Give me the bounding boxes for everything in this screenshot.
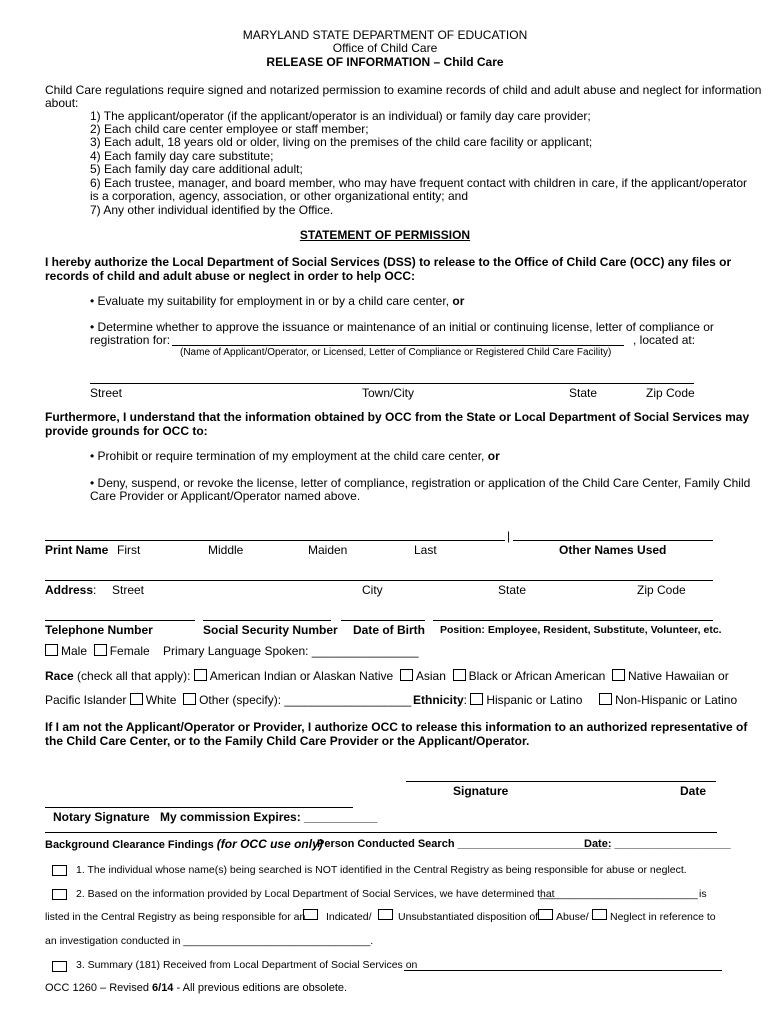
furthermore-text-1: Furthermore, I understand that the information obtained by OCC from the State or Local Department of Social Services may: [45, 410, 750, 424]
intro-item: 4) Each family day care substitute;: [90, 149, 274, 163]
facility-name-field[interactable]: [172, 345, 624, 346]
finding-3-text: 3. Summary (181) Received from Local Department of Social Services on: [76, 959, 418, 971]
race-other-checkbox[interactable]: [183, 693, 196, 705]
page-title: RELEASE OF INFORMATION – Child Care: [266, 55, 504, 69]
maiden-name-label: Maiden: [308, 543, 348, 557]
determined-person-field[interactable]: ___________________________: [540, 888, 698, 900]
findings-title: Background Clearance Findings: [45, 839, 214, 851]
form-number: OCC 1260 – Revised: [45, 982, 149, 994]
investigation-field[interactable]: an investigation conducted in ________________________________.: [45, 935, 374, 947]
date-label: Date: [680, 784, 707, 798]
ssn-field[interactable]: [203, 620, 331, 621]
bullet-deny-1: • Deny, suspend, or revoke the license, letter of compliance, registration or application of the Child Care Center, Family Child: [90, 476, 751, 490]
telephone-field[interactable]: [45, 620, 195, 621]
intro-item: 2) Each child care center employee or staff member;: [90, 122, 369, 136]
address-city-label: City: [362, 583, 383, 597]
furthermore-text-2: provide grounds for OCC to:: [45, 424, 208, 438]
print-name-label: Print Name: [45, 543, 109, 557]
consent-text-2: the Child Care Center, or to the Family Child Care Provider or the Applicant/Operator.: [45, 734, 530, 748]
intro-item: 7) Any other individual identified by the Office.: [90, 203, 334, 217]
intro-text-1: Child Care regulations require signed and notarized permission to examine records of child and adult abuse and neglect for information: [45, 83, 762, 97]
zip-label: Zip Code: [646, 386, 695, 400]
finding-1-checkbox[interactable]: [52, 865, 67, 876]
indicated-checkbox[interactable]: [303, 909, 318, 920]
finding-2-checkbox[interactable]: [52, 889, 67, 900]
authorize-text-1: I hereby authorize the Local Department of Social Services (DSS) to release to the Office of Child Care (OCC) any files or: [45, 255, 732, 269]
neglect-label: Neglect in reference to: [610, 911, 716, 923]
position-label: Position: Employee, Resident, Substitute, Volunteer, etc.: [440, 624, 722, 636]
finding-3-checkbox[interactable]: [52, 961, 67, 972]
registration-for-label: registration for:: [90, 333, 171, 347]
unsubstantiated-checkbox[interactable]: [378, 909, 393, 920]
name-divider: |: [507, 529, 511, 543]
listed-text: listed in the Central Registry as being responsible for an: [45, 911, 306, 923]
authorize-text-2: records of child and adult abuse or neglect in order to help OCC:: [45, 269, 416, 283]
male-label: Male: [61, 644, 88, 658]
address-zip-label: Zip Code: [637, 583, 686, 597]
race-white-label: White: [145, 693, 177, 707]
revision-date: 6/14: [152, 982, 174, 994]
female-label: Female: [109, 644, 150, 658]
race-american-indian-checkbox[interactable]: [194, 669, 207, 681]
street-label: Street: [90, 386, 123, 400]
person-conducted-field[interactable]: Person Conducted Search _________________________: [317, 838, 611, 850]
pacific-islander-label: Pacific Islander: [45, 693, 127, 707]
unsubstantiated-label: Unsubstantiated disposition of: [398, 911, 539, 923]
hispanic-checkbox[interactable]: [470, 693, 483, 705]
position-field[interactable]: [433, 620, 713, 621]
bullet-prohibit: • Prohibit or require termination of my employment at the child care center,: [90, 449, 485, 463]
notary-signature-label: Notary Signature: [53, 810, 150, 824]
other-names-field[interactable]: [513, 540, 713, 541]
first-name-label: First: [117, 543, 141, 557]
race-native-hawaiian-checkbox[interactable]: [612, 669, 625, 681]
ethnicity-label: Ethnicity: [413, 693, 464, 707]
dob-field[interactable]: [341, 620, 425, 621]
race-asian-checkbox[interactable]: [400, 669, 413, 681]
intro-item: 6) Each trustee, manager, and board member, who may have frequent contact with children in care, if the applicant/operator: [90, 176, 748, 190]
telephone-label: Telephone Number: [45, 623, 153, 637]
address-field[interactable]: [45, 580, 713, 581]
intro-item: 5) Each family day care additional adult;: [90, 162, 303, 176]
town-label: Town/City: [362, 386, 415, 400]
findings-date-field[interactable]: Date: ___________________: [584, 838, 731, 850]
obsolete-note: - All previous editions are obsolete.: [176, 982, 348, 994]
hispanic-label: Hispanic or Latino: [486, 693, 583, 707]
signature-field[interactable]: [406, 781, 716, 782]
bullet-prohibit-or: or: [487, 449, 500, 463]
is-label: is: [699, 888, 707, 900]
intro-item: 1) The applicant/operator (if the applicant/operator is an individual) or family day care provider;: [90, 109, 591, 123]
bullet-evaluate: • Evaluate my suitability for employment in or by a child care center,: [90, 294, 450, 308]
race-asian-label: Asian: [415, 669, 446, 683]
print-name-field[interactable]: [45, 540, 505, 541]
race-american-indian-label: American Indian or Alaskan Native: [209, 669, 394, 683]
last-name-label: Last: [414, 543, 437, 557]
bullet-deny-2: Care Provider or Applicant/Operator named above.: [90, 489, 361, 503]
other-names-label: Other Names Used: [559, 543, 667, 557]
notary-signature-field[interactable]: [45, 807, 353, 808]
middle-name-label: Middle: [208, 543, 244, 557]
state-label: State: [569, 386, 598, 400]
intro-text-2: about:: [45, 96, 79, 110]
race-note: (check all that apply):: [77, 669, 191, 683]
abuse-label: Abuse/: [556, 911, 589, 923]
bullet-evaluate-or: or: [452, 294, 465, 308]
intro-item: is a corporation, agency, association, or other organizational entity; and: [90, 189, 468, 203]
facility-name-hint: (Name of Applicant/Operator, or Licensed, Letter of Compliance or Registered Child Care Facility): [180, 347, 612, 358]
non-hispanic-label: Non-Hispanic or Latino: [615, 693, 738, 707]
non-hispanic-checkbox[interactable]: [599, 693, 612, 705]
facility-address-field[interactable]: [90, 383, 694, 384]
abuse-checkbox[interactable]: [538, 909, 553, 920]
finding-1-text: 1. The individual whose name(s) being searched is NOT identified in the Central Registry as being responsible for abuse or neglect.: [76, 864, 687, 876]
ssn-label: Social Security Number: [203, 623, 338, 637]
summary-date-field[interactable]: [404, 970, 722, 971]
address-label: Address: [45, 583, 94, 597]
finding-2-text: 2. Based on the information provided by Local Department of Social Services, we have determined that: [76, 888, 555, 900]
language-field[interactable]: Primary Language Spoken: ________________: [163, 644, 419, 658]
dob-label: Date of Birth: [353, 623, 425, 637]
race-black-checkbox[interactable]: [453, 669, 466, 681]
race-white-checkbox[interactable]: [130, 693, 143, 705]
consent-text-1: If I am not the Applicant/Operator or Provider, I authorize OCC to release this information to an authorized representative of: [45, 720, 748, 734]
bullet-determine: • Determine whether to approve the issuance or maintenance of an initial or continuing license, letter of compliance or: [90, 320, 714, 334]
race-label: Race: [45, 669, 74, 683]
race-black-label: Black or African American: [468, 669, 606, 683]
signature-label: Signature: [453, 784, 509, 798]
address-colon: :: [93, 583, 97, 597]
race-native-hawaiian-label: Native Hawaiian or: [627, 669, 729, 683]
statement-heading: STATEMENT OF PERMISSION: [299, 228, 471, 242]
findings-divider: [45, 832, 717, 833]
findings-occ-only: (for OCC use only): [216, 837, 323, 851]
female-checkbox[interactable]: [94, 644, 107, 656]
address-street-label: Street: [112, 583, 145, 597]
neglect-checkbox[interactable]: [592, 909, 607, 920]
located-at-label: , located at:: [633, 333, 696, 347]
race-other-field[interactable]: Other (specify): ___________________: [199, 693, 412, 707]
male-checkbox[interactable]: [45, 644, 58, 656]
commission-expires-field[interactable]: My commission Expires: ___________: [160, 810, 378, 824]
address-state-label: State: [498, 583, 527, 597]
header-office: Office of Child Care: [332, 41, 438, 55]
indicated-label: Indicated/: [326, 911, 372, 923]
header-agency: MARYLAND STATE DEPARTMENT OF EDUCATION: [242, 28, 528, 42]
intro-item: 3) Each adult, 18 years old or older, living on the premises of the child care facility or applicant;: [90, 135, 593, 149]
